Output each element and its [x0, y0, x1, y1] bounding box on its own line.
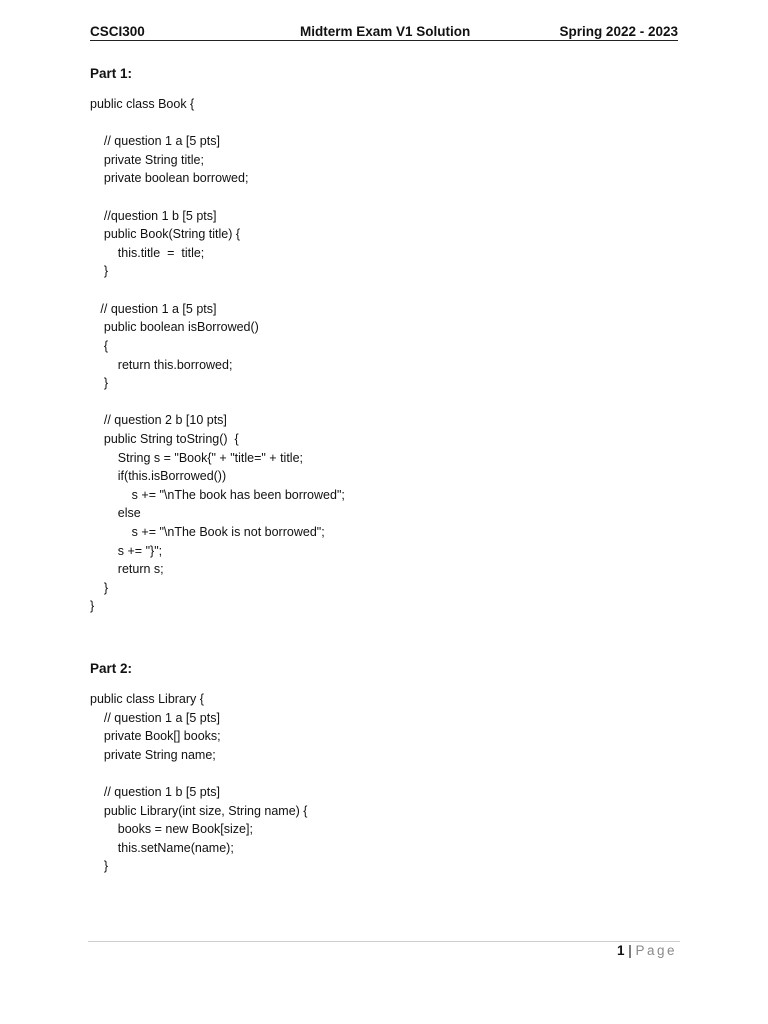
code-line [90, 393, 690, 412]
code-line: books = new Book[size]; [90, 822, 253, 837]
header-course: CSCI300 [90, 24, 145, 39]
code-line [90, 281, 690, 300]
footer-page-number: 1 [616, 943, 625, 958]
code-line: if(this.isBorrowed()) [90, 469, 227, 484]
code-line: //question 1 b [5 pts] [90, 208, 217, 223]
footer-page-label: Page [635, 943, 677, 958]
code-line: // question 2 b [10 pts] [90, 413, 227, 428]
code-line: } [90, 376, 109, 391]
footer-divider [88, 941, 680, 942]
code-line: else [90, 506, 141, 521]
code-line: public Library(int size, String name) { [90, 803, 308, 818]
code-line: s += "\nThe book has been borrowed"; [90, 487, 345, 502]
footer-separator: | [624, 943, 636, 958]
code-line: // question 1 a [5 pts] [90, 710, 220, 725]
code-line: public class Library { [90, 692, 204, 706]
code-line: public String toString() { [90, 431, 239, 446]
code-line: private boolean borrowed; [90, 171, 249, 186]
code-line: // question 1 a [5 pts] [90, 134, 220, 149]
code-line: } [90, 264, 109, 279]
code-line: public class Book { [90, 97, 195, 111]
code-line: this.title = title; [90, 245, 205, 260]
code-line: String s = "Book{" + "title=" + title; [90, 450, 303, 465]
page-footer [617, 943, 677, 958]
code-line: private Book[] books; [90, 729, 221, 744]
page-header [90, 23, 678, 41]
code-line: } [90, 580, 109, 595]
code-line: } [90, 599, 95, 614]
part2-heading: Part 2: [90, 661, 133, 676]
code-line: s += "}"; [90, 543, 163, 558]
code-line: // question 1 b [5 pts] [90, 785, 220, 800]
part1-heading: Part 1: [90, 66, 133, 81]
code-line: s += "\nThe Book is not borrowed"; [90, 525, 325, 540]
code-line: private String title; [90, 152, 204, 167]
code-line [90, 188, 690, 207]
part1-code-block [90, 95, 690, 616]
code-line [90, 764, 690, 783]
code-line: public boolean isBorrowed() [90, 320, 259, 335]
code-line: public Book(String title) { [90, 227, 241, 242]
code-line: return this.borrowed; [90, 357, 233, 372]
code-line: // question 1 a [5 pts] [90, 301, 217, 316]
part2-code-block [90, 690, 690, 876]
header-term: Spring 2022 - 2023 [559, 24, 678, 39]
code-line: private String name; [90, 747, 216, 762]
code-line [90, 114, 690, 133]
header-title: Midterm Exam V1 Solution [300, 24, 471, 39]
code-line: this.setName(name); [90, 840, 234, 855]
code-line: } [90, 859, 109, 874]
code-line: { [90, 338, 109, 353]
code-line: return s; [90, 562, 164, 577]
